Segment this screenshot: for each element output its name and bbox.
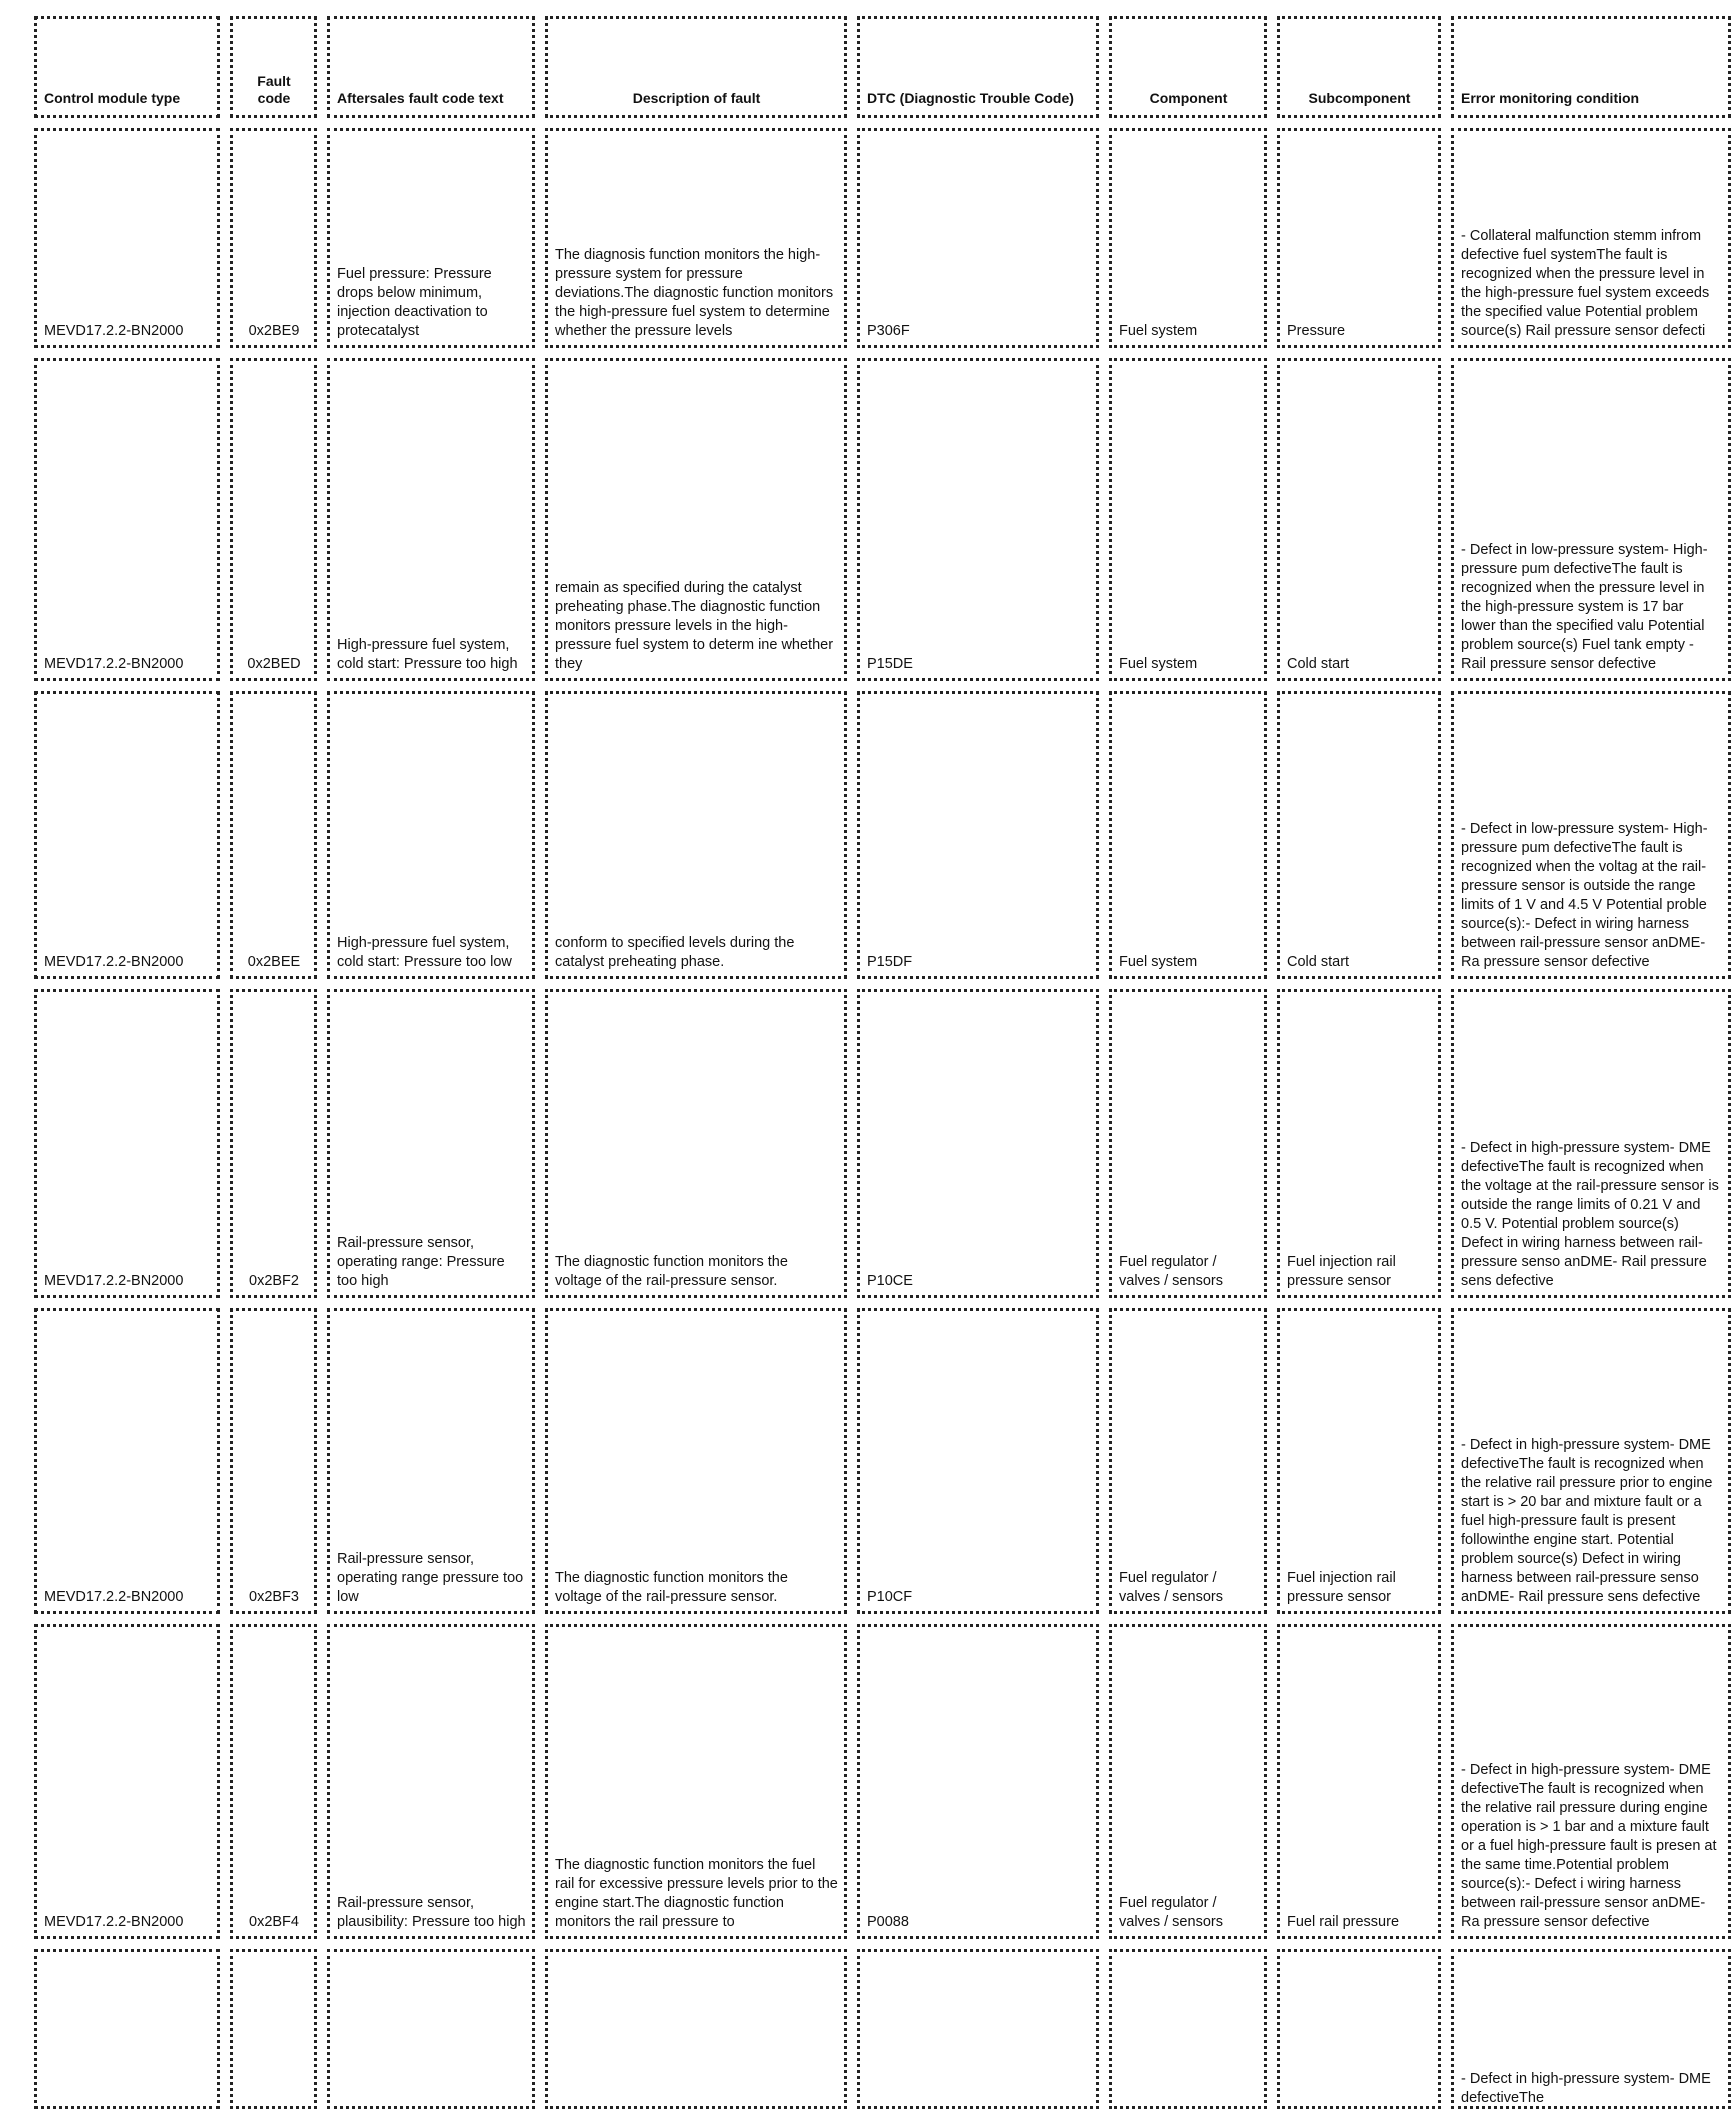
row-3-condition: - Defect in low-pressure system- High-pressure pum defectiveThe fault is recognized when the voltag at the rail-pressure sensor is outside the range limits of 1 V and 4.5 V Potential proble source(s):- Defect in wiring harness between rail-pressure sensor anDME- Ra pressure sensor defective bbox=[1451, 691, 1731, 979]
row-7-module bbox=[34, 1949, 220, 2109]
row-6-description: The diagnostic function monitors the fuel rail for excessive pressure levels prior to the engine start.The diagnostic function monitors the rail pressure to bbox=[545, 1624, 847, 1939]
row-2-module: MEVD17.2.2-BN2000 bbox=[34, 358, 220, 681]
row-4-dtc: P10CE bbox=[857, 989, 1099, 1298]
header-error-monitoring-condition: Error monitoring condition bbox=[1451, 16, 1731, 118]
row-6-fault-code: 0x2BF4 bbox=[230, 1624, 317, 1939]
row-6-fault-text: Rail-pressure sensor, plausibility: Pressure too high bbox=[327, 1624, 535, 1939]
row-1-fault-code: 0x2BE9 bbox=[230, 128, 317, 348]
header-subcomponent: Subcomponent bbox=[1277, 16, 1441, 118]
header-component: Component bbox=[1109, 16, 1267, 118]
row-4-module: MEVD17.2.2-BN2000 bbox=[34, 989, 220, 1298]
row-1-module: MEVD17.2.2-BN2000 bbox=[34, 128, 220, 348]
row-3-fault-code: 0x2BEE bbox=[230, 691, 317, 979]
row-4-fault-code: 0x2BF2 bbox=[230, 989, 317, 1298]
row-2-component: Fuel system bbox=[1109, 358, 1267, 681]
row-3-subcomponent: Cold start bbox=[1277, 691, 1441, 979]
row-1-description: The diagnosis function monitors the high-pressure system for pressure deviations.The diagnostic function monitors the high-pressure fuel system to determine whether the pressure levels bbox=[545, 128, 847, 348]
row-5-module: MEVD17.2.2-BN2000 bbox=[34, 1308, 220, 1614]
row-7-subcomponent bbox=[1277, 1949, 1441, 2109]
row-5-description: The diagnostic function monitors the voltage of the rail-pressure sensor. bbox=[545, 1308, 847, 1614]
row-2-description: remain as specified during the catalyst preheating phase.The diagnostic function monitors pressure levels in the high-pressure fuel system to determ ine whether they bbox=[545, 358, 847, 681]
row-1-dtc: P306F bbox=[857, 128, 1099, 348]
row-4-fault-text: Rail-pressure sensor, operating range: Pressure too high bbox=[327, 989, 535, 1298]
row-6-module: MEVD17.2.2-BN2000 bbox=[34, 1624, 220, 1939]
row-2-condition: - Defect in low-pressure system- High-pressure pum defectiveThe fault is recognized when the pressure level in the high-pressure system is 17 bar lower than the specified valu Potential problem source(s) Fuel tank empty - Rail pressure sensor defective bbox=[1451, 358, 1731, 681]
fault-code-table bbox=[34, 16, 1719, 2109]
header-description: Description of fault bbox=[545, 16, 847, 118]
header-fault-code: Fault code bbox=[230, 16, 317, 118]
row-6-component: Fuel regulator / valves / sensors bbox=[1109, 1624, 1267, 1939]
row-3-dtc: P15DF bbox=[857, 691, 1099, 979]
row-7-description bbox=[545, 1949, 847, 2109]
row-2-subcomponent: Cold start bbox=[1277, 358, 1441, 681]
row-7-component bbox=[1109, 1949, 1267, 2109]
row-5-component: Fuel regulator / valves / sensors bbox=[1109, 1308, 1267, 1614]
row-4-description: The diagnostic function monitors the voltage of the rail-pressure sensor. bbox=[545, 989, 847, 1298]
row-1-component: Fuel system bbox=[1109, 128, 1267, 348]
row-4-condition: - Defect in high-pressure system- DME defectiveThe fault is recognized when the voltage at the rail-pressure sensor is outside the range limits of 0.21 V and 0.5 V. Potential problem source(s) Defect in wiring harness between rail-pressure senso anDME- Rail pressure sens defective bbox=[1451, 989, 1731, 1298]
header-dtc: DTC (Diagnostic Trouble Code) bbox=[857, 16, 1099, 118]
row-4-subcomponent: Fuel injection rail pressure sensor bbox=[1277, 989, 1441, 1298]
row-3-component: Fuel system bbox=[1109, 691, 1267, 979]
row-2-dtc: P15DE bbox=[857, 358, 1099, 681]
row-1-fault-text: Fuel pressure: Pressure drops below minimum, injection deactivation to protecatalyst bbox=[327, 128, 535, 348]
header-aftersales-text: Aftersales fault code text bbox=[327, 16, 535, 118]
row-6-dtc: P0088 bbox=[857, 1624, 1099, 1939]
row-5-condition: - Defect in high-pressure system- DME defectiveThe fault is recognized when the relative rail pressure prior to engine start is > 20 bar and mixture fault or a fuel high-pressure fault is present followinthe engine start. Potential problem source(s) Defect in wiring harness between rail-pressure senso anDME- Rail pressure sens defective bbox=[1451, 1308, 1731, 1614]
row-7-fault-code bbox=[230, 1949, 317, 2109]
row-1-subcomponent: Pressure bbox=[1277, 128, 1441, 348]
row-4-component: Fuel regulator / valves / sensors bbox=[1109, 989, 1267, 1298]
header-control-module-type: Control module type bbox=[34, 16, 220, 118]
row-7-condition: - Defect in high-pressure system- DME defectiveThe bbox=[1451, 1949, 1731, 2109]
row-7-dtc bbox=[857, 1949, 1099, 2109]
row-2-fault-text: High-pressure fuel system, cold start: Pressure too high bbox=[327, 358, 535, 681]
row-5-dtc: P10CF bbox=[857, 1308, 1099, 1614]
row-3-description: conform to specified levels during the catalyst preheating phase. bbox=[545, 691, 847, 979]
row-5-fault-text: Rail-pressure sensor, operating range pressure too low bbox=[327, 1308, 535, 1614]
row-5-fault-code: 0x2BF3 bbox=[230, 1308, 317, 1614]
row-3-fault-text: High-pressure fuel system, cold start: Pressure too low bbox=[327, 691, 535, 979]
row-6-condition: - Defect in high-pressure system- DME defectiveThe fault is recognized when the relative rail pressure during engine operation is > 1 bar and a mixture fault or a fuel high-pressure fault is presen at the same time.Potential problem source(s):- Defect i wiring harness between rail-pressure sensor anDME- Ra pressure sensor defective bbox=[1451, 1624, 1731, 1939]
row-6-subcomponent: Fuel rail pressure bbox=[1277, 1624, 1441, 1939]
row-7-fault-text bbox=[327, 1949, 535, 2109]
row-3-module: MEVD17.2.2-BN2000 bbox=[34, 691, 220, 979]
row-5-subcomponent: Fuel injection rail pressure sensor bbox=[1277, 1308, 1441, 1614]
row-1-condition: - Collateral malfunction stemm infrom defective fuel systemThe fault is recognized when the pressure level in the high-pressure fuel system exceeds the specified value Potential problem source(s) Rail pressure sensor defecti bbox=[1451, 128, 1731, 348]
row-2-fault-code: 0x2BED bbox=[230, 358, 317, 681]
